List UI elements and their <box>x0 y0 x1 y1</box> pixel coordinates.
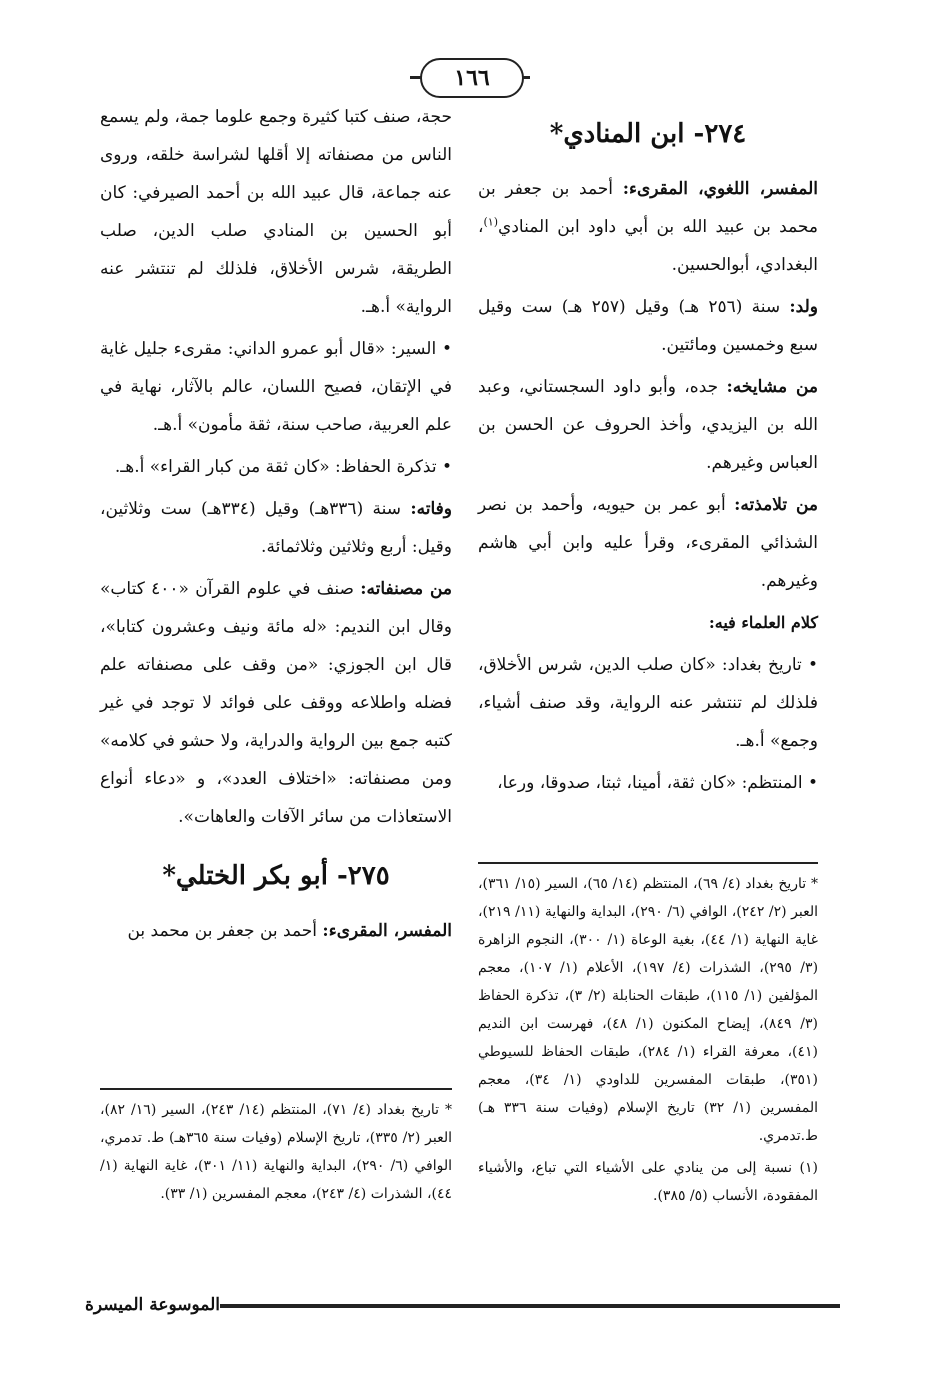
entry-title-274: ٢٧٤- ابن المنادي* <box>549 119 747 149</box>
page-number-header <box>0 58 940 98</box>
teachers-text: جده، وأبو داود السجستاني، وعبد الله بن اليزيدي، وأخذ الحروف عن الحسن بن العباس وغيرهم. <box>478 377 818 473</box>
students-text: أبو عمر بن حيويه، وأحمد بن نصر الشذائي المقرىء، وقرأ عليه وابن أبي هاشم وغيرهم. <box>478 495 818 591</box>
footnote-ref-1: (١) <box>483 215 499 229</box>
death-label: وفاته: <box>410 499 452 519</box>
footnotes-left <box>100 1088 452 1208</box>
death-paragraph <box>100 490 452 566</box>
continuation-paragraph: حجة، صنف كتبا كثيرة وجمع علوما جمة، ولم يسمع الناس من مصنفاته إلا أقلها لشراسة خلقه، وروى عنه جماعة، قال عبيد الله بن أحمد الصيرفي: كان أبو الحسين بن المنادي صلب الدين، صلب الطريقة، شرس الأخلاق، فلذلك لم تنتشر عنه الرواية» أ.هـ. <box>100 107 452 317</box>
footer-rule <box>220 1304 840 1308</box>
bio2-text: أحمد بن جعفر بن محمد بن <box>127 921 323 941</box>
footnote-note-1: (١) نسبة إلى من ينادي على الأشياء التي تباع، والأشياء المفقودة، الأنساب (٥/ ٣٨٥). <box>478 1160 818 1204</box>
bio2-paragraph <box>100 912 452 950</box>
bio-label: المفسر، اللغوي، المقرىء: <box>622 179 819 199</box>
page-number: ١٦٦ <box>420 58 524 98</box>
bio-text: أحمد بن جعفر بن محمد بن عبيد الله بن أبي داود ابن المنادي <box>478 179 818 237</box>
bio2-label: المفسر، المقرىء: <box>322 921 452 941</box>
footnote-sources-274: * تاريخ بغداد (٤/ ٦٩)، المنتظم (١٤/ ٦٥)، السير (١٥/ ٣٦١)، العبر (٢/ ٢٤٢)، الوافي (٦/ ٢٩٠)، البداية والنهاية (١١/ ٢١٩)، غاية النهاية (١/ ٤٤)، بغية الوعاة (١/ ٣٠٠)، النجوم الزاهرة (٣/ ٢٩٥)، الشذرات (٤/ ١٩٧)، الأعلام (١/ ١٠٧)، معجم المؤلفين (١/ ١١٥)، طبقات الحنابلة (٢/ ٣)، تذكرة الحفاظ (٣/ ٨٤٩)، إيضاح المكنون (١/ ٤٨)، فهرست ابن النديم (٤١)، معرفة القراء (١/ ٢٨٤)، طبقات الحفاظ للسيوطي (٣٥١)، طبقات المفسرين للداودي (١/ ٣٤)، معجم المفسرين (١/ ٣٢) تاريخ الإسلام (وفيات سنة ٣٣٦ هـ) ط.تدمري. <box>478 876 819 1144</box>
teachers-label: من مشايخه: <box>726 377 818 397</box>
entry-title-275: ٢٧٥- أبو بكر الختلي* <box>162 861 390 891</box>
footnotes-right <box>478 862 818 1210</box>
scholars-heading: كلام العلماء فيه: <box>708 613 818 632</box>
quote-muntazam: • المنتظم: «كان ثقة، أمينا، ثبتا، صدوقا، ورعا، <box>497 773 818 793</box>
birth-text: سنة (٢٥٦ هـ) وقيل (٢٥٧ هـ) ست وقيل سبع وخمسين ومائتين. <box>478 297 818 355</box>
quote-tadhkira: • تذكرة الحفاظ: «كان ثقة من كبار القراء» أ.هـ. <box>114 457 452 477</box>
quote-siyar: • السير: «قال أبو عمرو الداني: مقرىء جليل غاية في الإتقان، فصيح اللسان، عالم بالآثار، نهاية في علم العربية، صاحب سنة، ثقة مأمون» أ.هـ. <box>100 339 452 435</box>
birth-paragraph <box>478 288 818 364</box>
students-label: من تلامذته: <box>734 495 818 515</box>
left-column <box>100 98 452 954</box>
bio-text-2: ، البغدادي، أبوالحسين. <box>478 217 818 275</box>
works-paragraph <box>100 570 452 836</box>
birth-label: ولد: <box>789 297 818 317</box>
works-text: صنف في علوم القرآن «٤٠٠ كتاب» وقال ابن النديم: «له مائة ونيف وعشرون كتابا»، قال ابن الجوزي: «من وقف على مصنفاته علم فضله واطلاعه ووقف على فوائد لا توجد في غير كتبه جمع بين الرواية والدراية، ولا حشو في كلامه» ومن مصنفاته: «اختلاف العدد»، و «دعاء أنواع الاستعاذات من سائر الآفات والعاهات». <box>100 579 452 827</box>
death-text: سنة (٣٣٦هـ) وقيل (٣٣٤هـ) ست وثلاثين، وقيل: أربع وثلاثين وثلاثمائة. <box>100 499 452 557</box>
footer-title: الموسوعة الميسرة <box>84 1295 220 1315</box>
footnote-sources-275: * تاريخ بغداد (٤/ ٧١)، المنتظم (١٤/ ٢٤٣)، السير (١٦/ ٨٢)، العبر (٢/ ٣٣٥)، تاريخ الإسلام (وفيات سنة ٣٦٥هـ) ط. تدمري، الوافي (٦/ ٢٩٠)، البداية والنهاية (١١/ ٣٠١)، غاية النهاية (١/ ٤٤)، الشذرات (٤/ ٢٤٣)، معجم المفسرين (١/ ٣٣). <box>100 1102 453 1202</box>
page-footer <box>80 1290 840 1320</box>
students-paragraph <box>478 486 818 600</box>
works-label: من مصنفاته: <box>360 579 452 599</box>
quote-tarikh-baghdad: • تاريخ بغداد: «كان صلب الدين، شرس الأخلاق، فلذلك لم تنتشر عنه الرواية، وقد صنف أشياء، وجمع» أ.هـ. <box>478 655 818 751</box>
teachers-paragraph <box>478 368 818 482</box>
right-column <box>478 108 818 806</box>
bio-paragraph <box>478 170 818 284</box>
